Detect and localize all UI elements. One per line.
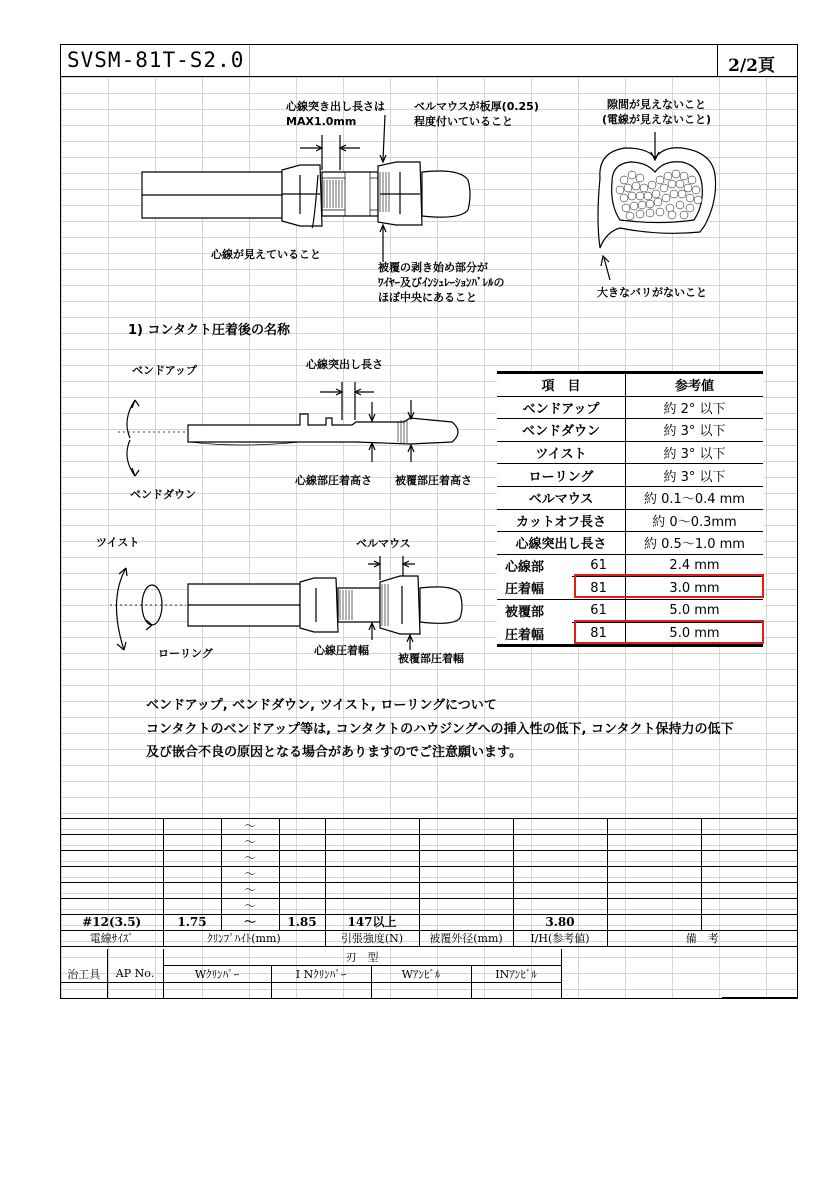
table-row: 治工具 AP No. Wｸﾘﾝﾊﾟｰ I Nｸﾘﾝﾊﾟｰ Wｱﾝﾋﾞﾙ INｱﾝﾋﾞﾙ [61, 966, 797, 983]
section-title: 1) コンタクト圧着後の名称 [128, 323, 290, 338]
table-row: ～ [61, 835, 797, 851]
table-row: 圧着幅 81 5.0 mm [497, 622, 763, 646]
table-row: ベンドダウン 約 3° 以下 [497, 419, 763, 442]
insulation-crimp-height-label: 被覆部圧着高さ [395, 474, 472, 487]
insulation-crimp-width-label: 被覆部圧着幅 [398, 652, 464, 665]
table-row: 被覆部 61 5.0 mm [497, 599, 763, 622]
ref-header-item: 項 目 [497, 373, 626, 397]
spec-table [61, 818, 797, 947]
core-crimp-width-label: 心線圧着幅 [314, 644, 369, 657]
core-protrusion-label: 心線突き出し長さは MAX1.0mm [286, 100, 385, 128]
bellmouth-note: ベルマウスが板厚(0.25) 程度付いていること [414, 100, 539, 128]
ref-header-value: 参考値 [626, 373, 764, 397]
table-row: 心線突出し長さ 約 0.5～1.0 mm [497, 532, 763, 555]
reference-table [497, 371, 763, 647]
table-row: ～ [61, 883, 797, 899]
bend-down-label: ベンドダウン [130, 488, 196, 501]
note-line-2: コンタクトのベンドアップ等は, コンタクトのハウジングへの挿入性の低下, コンタクト保持力の低下 [146, 722, 734, 737]
core-visible-note: 心線が見えていること [211, 248, 321, 261]
gap-note: 隙間が見えないこと (電線が見えないこと) [602, 98, 712, 126]
table-row: ～ [61, 851, 797, 867]
spec-header-row: 電線ｻｲｽﾞ ｸﾘﾝﾌﾟﾊｲﾄ(mm) 引張強度(N) 被覆外径(mm) I/H(参考値) 備 考 [61, 931, 797, 947]
highlight-insulation-81 [574, 620, 764, 644]
rolling-label: ローリング [158, 647, 213, 660]
bellmouth-label: ベルマウス [356, 537, 411, 550]
page-number: 2/2頁 [728, 56, 775, 76]
core-crimp-height-label: 心線部圧着高さ [295, 474, 372, 487]
table-row: ベンドアップ 約 2° 以下 [497, 396, 763, 419]
tool-table [61, 949, 797, 999]
core-protrusion-length-label: 心線突出し長さ [306, 358, 383, 371]
highlight-core-81 [574, 574, 764, 598]
footer-line [722, 997, 798, 998]
burr-note: 大きなバリがないこと [597, 286, 707, 299]
note-line-1: ベンドアップ, ベンドダウン, ツイスト, ローリングについて [146, 698, 497, 713]
twist-label: ツイスト [96, 536, 140, 549]
table-row [61, 983, 797, 1000]
document-header [61, 45, 797, 77]
die-label: 刃 型 [163, 949, 561, 966]
table-row: カットオフ長さ 約 0～0.3mm [497, 509, 763, 532]
table-row: 圧着幅 81 3.0 mm [497, 577, 763, 600]
table-row: 心線部 61 2.4 mm [497, 554, 763, 577]
doc-code: SVSM-81T-S2.0 [67, 48, 245, 72]
table-row: ～ [61, 819, 797, 835]
table-row [61, 949, 797, 966]
table-row: ツイスト 約 3° 以下 [497, 441, 763, 464]
table-row: #12(3.5) 1.75 ～ 1.85 147以上 3.80 [61, 915, 797, 931]
table-row: ～ [61, 867, 797, 883]
table-row: ～ [61, 899, 797, 915]
table-row: ベルマウス 約 0.1～0.4 mm [497, 486, 763, 509]
note-line-3: 及び嵌合不良の原因となる場合がありますのでご注意願います。 [146, 745, 522, 760]
strip-position-note: 被覆の剥き始め部分が ﾜｲﾔｰ及びｲﾝｼｭﾚｰｼｮﾝﾊﾞﾚﾙの ほぼ中央にあること [378, 261, 505, 304]
table-row: ローリング 約 3° 以下 [497, 464, 763, 487]
bend-up-label: ベンドアップ [132, 364, 197, 377]
